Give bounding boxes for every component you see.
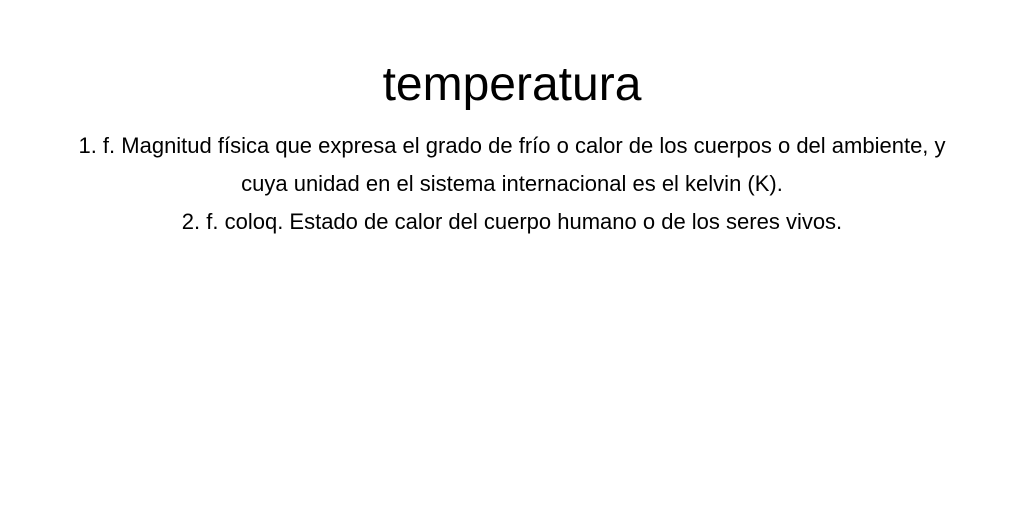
entry-headword: temperatura xyxy=(382,58,642,111)
definitions-list xyxy=(70,127,954,241)
definition-1: 1. f. Magnitud física que expresa el grado de frío o calor de los cuerpos o del ambiente, y cuya unidad en el sistema internacional es el kelvin (K). xyxy=(78,133,946,196)
definition-2: 2. f. coloq. Estado de calor del cuerpo humano o de los seres vivos. xyxy=(181,209,843,234)
